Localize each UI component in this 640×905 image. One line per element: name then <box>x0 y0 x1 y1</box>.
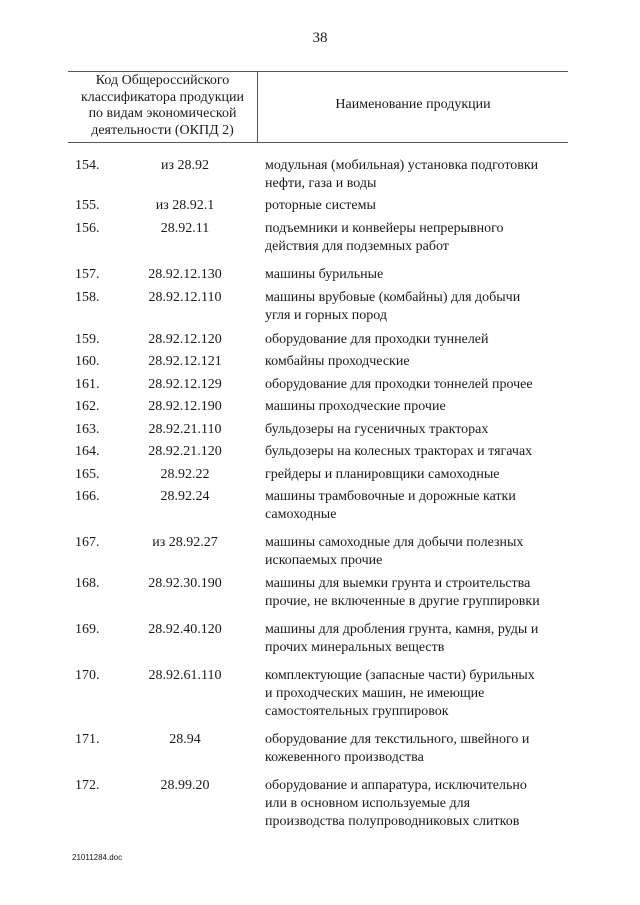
okpd-code: 28.92.21.110 <box>148 422 222 437</box>
table-row <box>0 220 640 256</box>
table-row <box>0 266 640 284</box>
table-row <box>0 777 640 831</box>
product-name-line: комбайны проходческие <box>265 354 410 369</box>
row-number: 156. <box>75 221 100 236</box>
product-name-line: машины для дробления грунта, камня, руды и <box>265 622 539 637</box>
table-row <box>0 157 640 193</box>
product-name-line: оборудование для текстильного, швейного и <box>265 732 530 747</box>
okpd-code: 28.92.24 <box>160 489 210 504</box>
column-header-name: Наименование продукции <box>335 97 491 112</box>
okpd-code: 28.92.12.129 <box>148 377 222 392</box>
table-row <box>0 667 640 721</box>
product-name-line: роторные системы <box>265 198 376 213</box>
okpd-code: 28.92.22 <box>160 467 210 482</box>
product-name <box>265 621 570 657</box>
table-row <box>0 331 640 349</box>
product-name-line: грейдеры и планировщики самоходные <box>265 467 500 482</box>
row-number: 161. <box>75 377 100 392</box>
product-name-line: нефти, газа и воды <box>265 176 377 191</box>
row-number: 154. <box>75 158 100 173</box>
okpd-code: 28.92.11 <box>160 221 210 236</box>
product-name-line: бульдозеры на колесных тракторах и тягачах <box>265 444 533 459</box>
product-name-line: угля и горных пород <box>265 308 387 323</box>
product-name <box>265 289 570 325</box>
row-number: 160. <box>75 354 100 369</box>
column-header-code-line: по видам экономической <box>88 106 237 121</box>
product-name-line: машины бурильные <box>265 267 384 282</box>
row-number: 155. <box>75 198 100 213</box>
product-name-line: самоходные <box>265 507 337 522</box>
product-name-line: комплектующие (запасные части) бурильных <box>265 668 535 683</box>
table-row <box>0 534 640 570</box>
product-name-line: кожевенного производства <box>265 750 424 765</box>
row-number: 165. <box>75 467 100 482</box>
product-name-line: подъемники и конвейеры непрерывного <box>265 221 504 236</box>
product-name-line: или в основном используемые для <box>265 796 471 811</box>
product-name <box>265 220 570 256</box>
table-row <box>0 398 640 416</box>
okpd-code: 28.92.61.110 <box>148 668 222 683</box>
product-name <box>265 157 570 193</box>
okpd-code: 28.92.12.190 <box>148 399 222 414</box>
product-name <box>265 443 570 461</box>
product-name-line: машины проходческие прочие <box>265 399 446 414</box>
product-name-line: прочих минеральных веществ <box>265 640 445 655</box>
okpd-code: из 28.92 <box>160 158 210 173</box>
okpd-code: 28.92.21.120 <box>148 444 222 459</box>
product-name <box>265 421 570 439</box>
okpd-code: 28.92.30.190 <box>148 576 222 591</box>
column-header-code <box>68 73 257 139</box>
product-name-line: оборудование для проходки туннелей <box>265 332 489 347</box>
row-number: 163. <box>75 422 100 437</box>
product-name-line: ископаемых прочие <box>265 553 383 568</box>
table-row <box>0 376 640 394</box>
product-name-line: оборудование для проходки тоннелей прочее <box>265 377 533 392</box>
okpd-code: 28.94 <box>169 732 201 747</box>
product-name-line: действия для подземных работ <box>265 239 449 254</box>
product-name <box>265 331 570 349</box>
product-name <box>265 466 570 484</box>
product-name-line: бульдозеры на гусеничных тракторах <box>265 422 489 437</box>
table-row <box>0 421 640 439</box>
okpd-code: 28.99.20 <box>160 778 210 793</box>
table-row <box>0 621 640 657</box>
product-name <box>265 488 570 524</box>
document-filename: 21011284.doc <box>72 853 123 862</box>
product-name-line: оборудование и аппаратура, исключительно <box>265 778 527 793</box>
row-number: 162. <box>75 399 100 414</box>
product-name <box>265 353 570 371</box>
product-name <box>265 731 570 767</box>
row-number: 167. <box>75 535 100 550</box>
product-name <box>265 534 570 570</box>
product-name-line: самостоятельных группировок <box>265 704 449 719</box>
row-number: 168. <box>75 576 100 591</box>
okpd-code: из 28.92.1 <box>155 198 215 213</box>
product-name-line: машины врубовые (комбайны) для добычи <box>265 290 521 305</box>
product-name <box>265 197 570 215</box>
table-header-bottom-rule <box>68 142 568 143</box>
row-number: 158. <box>75 290 100 305</box>
row-number: 164. <box>75 444 100 459</box>
table-row <box>0 575 640 611</box>
product-name <box>265 667 570 721</box>
okpd-code: 28.92.12.130 <box>148 267 222 282</box>
product-name-line: машины самоходные для добычи полезных <box>265 535 524 550</box>
table-row <box>0 488 640 524</box>
product-name-line: машины для выемки грунта и строительства <box>265 576 531 591</box>
product-name <box>265 376 570 394</box>
row-number: 166. <box>75 489 100 504</box>
table-row <box>0 466 640 484</box>
product-name-line: модульная (мобильная) установка подготовки <box>265 158 539 173</box>
table-row <box>0 443 640 461</box>
row-number: 172. <box>75 778 100 793</box>
okpd-code: 28.92.12.121 <box>148 354 222 369</box>
row-number: 171. <box>75 732 100 747</box>
row-number: 169. <box>75 622 100 637</box>
okpd-code: из 28.92.27 <box>152 535 218 550</box>
product-name <box>265 398 570 416</box>
row-number: 159. <box>75 332 100 347</box>
product-name-line: производства полупроводниковых слитков <box>265 814 520 829</box>
product-name-line: машины трамбовочные и дорожные катки <box>265 489 516 504</box>
page-number: 38 <box>312 30 328 46</box>
product-name <box>265 266 570 284</box>
okpd-code: 28.92.40.120 <box>148 622 222 637</box>
column-header-code-line: Код Общероссийского <box>95 73 230 88</box>
product-name <box>265 777 570 831</box>
okpd-code: 28.92.12.120 <box>148 332 222 347</box>
table-header-top-rule <box>68 71 568 72</box>
table-body <box>0 157 640 831</box>
product-name-line: и проходческих машин, не имеющие <box>265 686 485 701</box>
okpd-code: 28.92.12.110 <box>148 290 222 305</box>
row-number: 157. <box>75 267 100 282</box>
product-name <box>265 575 570 611</box>
table-row <box>0 731 640 767</box>
column-header-code-line: деятельности (ОКПД 2) <box>91 122 234 138</box>
table-row <box>0 289 640 325</box>
table-row <box>0 353 640 371</box>
column-header-code-line: классификатора продукции <box>80 89 245 105</box>
product-name-line: прочие, не включенные в другие группировки <box>265 594 540 609</box>
table-row <box>0 197 640 215</box>
row-number: 170. <box>75 668 100 683</box>
